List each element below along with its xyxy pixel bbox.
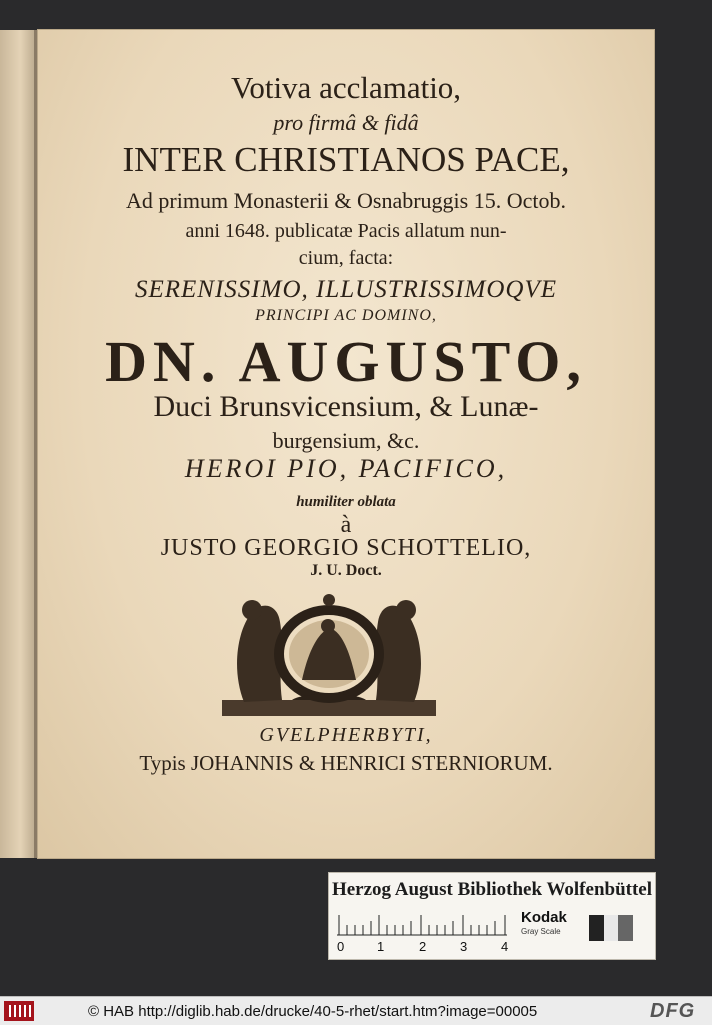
gray-scale-patches [589,915,633,941]
previous-page-edge [0,30,37,858]
dedication-line-2: PRINCIPI AC DOMINO, [255,307,437,324]
title-line-1: Votiva acclamatio, [230,70,462,105]
imprint-printer: Typis JOHANNIS & HENRICI STERNIORUM. [139,751,553,775]
ruler-number: 2 [419,939,427,954]
preposition-a: à [340,512,352,538]
dedicatee-title-1: Duci Brunsvicensium, & Lunæ- [153,390,539,423]
kodak-brand: Kodak [521,909,567,926]
title-line-6: cium, facta: [298,247,394,269]
title-line-3: INTER CHRISTIANOS PACE, [122,140,570,179]
dedicatee-title-2: burgensium, &c. [272,428,420,453]
author-name: JUSTO GEORGIO SCHOTTELIO, [160,535,532,561]
ruler-number: 1 [377,939,385,954]
printers-device-vignette-icon [222,592,436,724]
ruler-number: 0 [337,939,345,954]
ruler-number: 4 [501,939,509,954]
dedication-line-1: SERENISSIMO, ILLUSTRISSIMOQVE [134,276,557,303]
library-color-target-label [328,872,656,960]
copyright-url-text[interactable]: © HAB http://diglib.hab.de/drucke/40-5-rhet/start.htm?image=00005 [88,1003,538,1020]
author-degree: J. U. Doct. [310,562,382,579]
library-name: Herzog August Bibliothek Wolfenbüttel [331,879,653,900]
offering-line: humiliter oblata [296,494,396,510]
hab-logo-icon [4,1001,34,1021]
title-line-2: pro firmâ & fidâ [273,110,419,135]
dedicatee-epithet: HEROI PIO, PACIFICO, [184,454,508,483]
imprint-place: GVELPHERBYTI, [259,724,433,746]
ruler-icon [337,907,517,937]
title-page [38,30,654,858]
title-line-4: Ad primum Monasterii & Osnabruggis 15. Octob. [126,188,566,213]
viewer-footer [0,996,712,1025]
dfg-logo: DFG [650,1000,696,1022]
dedicatee-name: DN. AUGUSTO, [105,329,587,394]
ruler-number: 3 [460,939,468,954]
title-line-5: anni 1648. publicatæ Pacis allatum nun- [185,220,507,242]
gray-scale-caption: Gray Scale [521,927,561,936]
